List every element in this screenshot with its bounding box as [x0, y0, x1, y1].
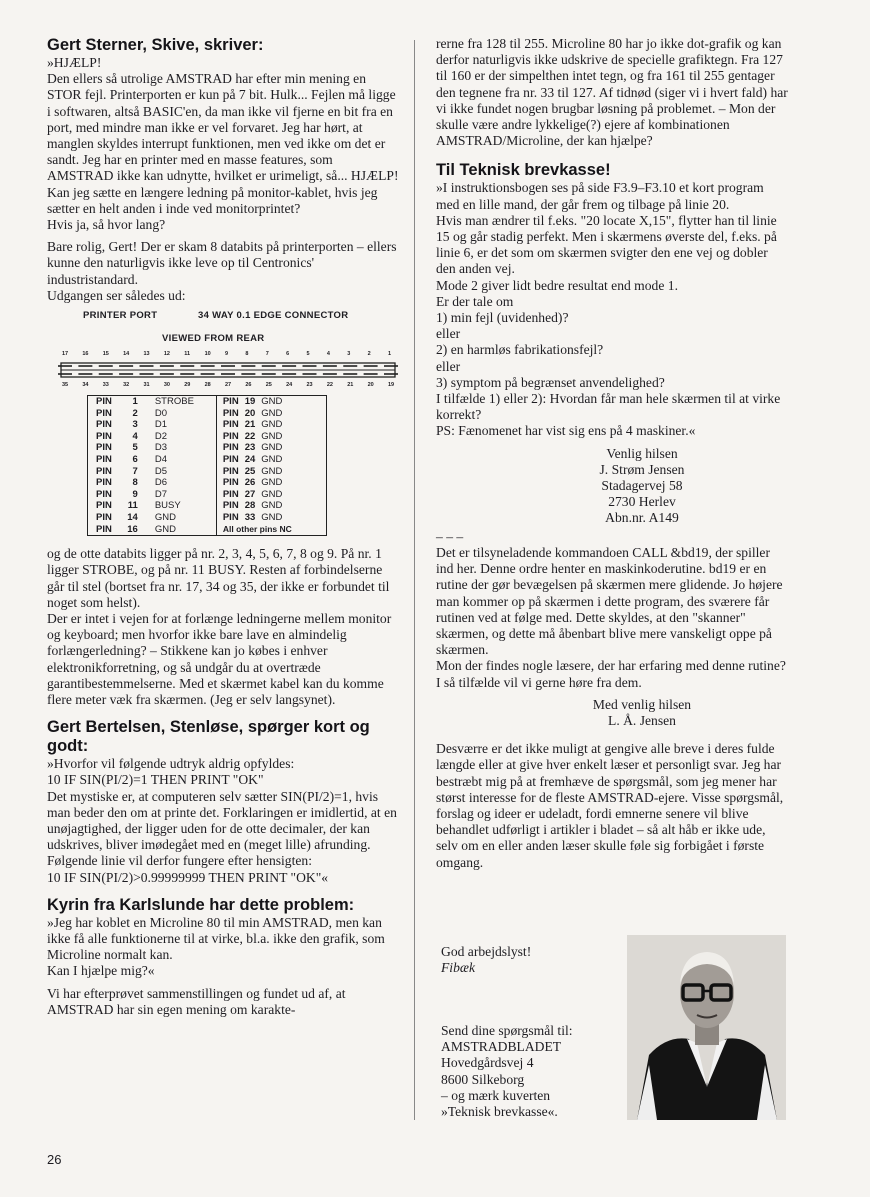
pin-number-bottom: 22	[326, 382, 333, 389]
pin-number-bottom: 29	[184, 382, 191, 389]
pin-number-bottom: 19	[388, 382, 395, 389]
pin-table-cell: 14	[127, 511, 138, 523]
pin-number-bottom: 33	[102, 382, 109, 389]
pin-table-cell: PIN	[216, 454, 241, 466]
editor-note: Desværre er det ikke muligt at gengive alle breve i deres fulde længde eller at give hver enkelt læser et personligt svar. Jeg har bestræbt mig på at fremhæve de spørgsmål, som jeg mener har størst interesse for de fleste AMSTRAD-ejere. Visse spørgsmål, forslag og ideer er udeladt, fordi emnerne senere vil blive behandlet udførligt i artikler i bladet – så alt håb er ikke ude, selv om en eller anden læser skulle føle sig forbigået i første omgang.	[436, 741, 784, 870]
pin-table-cell: 33	[244, 511, 256, 523]
pin-table-cell: 21	[244, 419, 256, 431]
pin-table-row	[88, 396, 327, 408]
pin-table-cell: 6	[132, 454, 138, 466]
pin-table-cell: PIN	[216, 500, 241, 512]
letter-paragraph: PS: Fænomenet har vist sig ens på 4 maskiner.«	[436, 423, 696, 439]
pin-table-row	[88, 512, 327, 524]
heading-teknisk-brevkasse: Til Teknisk brevkasse!	[436, 161, 611, 180]
signature-block-1	[496, 446, 788, 527]
pin-table-row	[88, 408, 327, 420]
heading-gert-sterner: Gert Sterner, Skive, skriver:	[47, 36, 264, 54]
pin-number-top: 8	[245, 351, 249, 358]
pin-table-cell: PIN	[96, 523, 112, 535]
column-divider	[414, 40, 415, 1120]
pin-table-cell: PIN	[96, 407, 112, 419]
signature-block-2	[496, 697, 788, 729]
letter-line: 1) min fejl (uvidenhed)?	[436, 310, 569, 326]
pin-number-top: 14	[123, 351, 130, 358]
pin-number-top: 4	[326, 351, 330, 358]
pin-table-cell: 26	[244, 477, 256, 489]
pin-number-bottom: 23	[306, 382, 313, 389]
pin-number-top: 6	[286, 351, 290, 358]
pin-table-cell: 5	[132, 442, 138, 454]
pin-table-cell: 3	[132, 419, 138, 431]
answer-paragraph: Bare rolig, Gert! Der er skam 8 databits på printerporten – ellers kunne den naturligvis ikke leve op til Centronics' industristandard.	[47, 239, 397, 287]
pin-table-cell: PIN	[216, 512, 241, 524]
letter-line: 2) en harmløs fabrikationsfejl?	[436, 342, 604, 358]
pin-table-cell: D5	[154, 465, 167, 477]
letter-help: »HJÆLP!	[47, 55, 102, 70]
pin-table-cell: GND	[261, 419, 283, 431]
pin-number-top: 5	[306, 351, 310, 358]
pin-table-cell: PIN	[96, 500, 112, 512]
pin-table-cell: 8	[132, 477, 138, 489]
pin-number-bottom: 24	[286, 382, 293, 389]
heading-kyrin: Kyrin fra Karlslunde har dette problem:	[47, 895, 355, 914]
question-paragraph: Kan I hjælpe mig?«	[47, 963, 155, 979]
letter-paragraph: Den ellers så utrolige AMSTRAD har efter min mening en STOR fejl. Printerporten er kun på 7 bit. Hulk... Fejlen må ligge i softwaren, altså BASIC'en, da man ikke vil fjerne en bit fra en port, med mindre man ikke er vel forvaret. Jeg har hørt, at manglen skyldes interrupt funktionen, men ved ikke om det er sandt. Jeg har en printer med en masse features, som AMSTRAD ikke kan udnytte, hvilket er urimeligt, så... HJÆLP!	[47, 71, 399, 184]
signature-line: Abn.nr. A149	[605, 510, 679, 526]
pin-table-cell: PIN	[96, 396, 112, 408]
pin-table-cell: PIN	[96, 511, 112, 523]
pin-table-cell: 22	[244, 430, 256, 442]
heading-gert-bertelsen: Gert Bertelsen, Stenløse, spørger kort og godt:	[47, 718, 370, 756]
pin-number-top: 1	[388, 351, 392, 358]
pin-table-cell: PIN	[216, 396, 241, 408]
left-column	[47, 36, 399, 1018]
pin-table-cell: D0	[154, 407, 167, 419]
pin-number-bottom: 25	[265, 382, 272, 389]
pin-table-cell: 1	[132, 396, 138, 408]
pin-table-cell: GND	[261, 407, 283, 419]
pin-table-cell: PIN	[216, 466, 241, 478]
pin-table-cell: D6	[154, 477, 167, 489]
bottom-pin-numbers	[47, 382, 399, 391]
pin-number-top: 9	[225, 351, 229, 358]
pin-table-cell: GND	[261, 454, 283, 466]
pin-table-cell: D4	[154, 454, 167, 466]
pin-number-bottom: 31	[143, 382, 150, 389]
pin-table-cell: PIN	[216, 442, 241, 454]
signature-line: Stadagervej 58	[601, 478, 683, 494]
address-line: AMSTRADBLADET	[441, 1039, 562, 1055]
pin-table-cell: D3	[154, 442, 167, 454]
letter-line: Er der tale om	[436, 293, 514, 309]
pin-number-bottom: 35	[62, 382, 69, 389]
pin-table-cell: GND	[154, 523, 176, 535]
pin-number-top: 3	[347, 351, 351, 358]
pin-table-cell: PIN	[216, 489, 241, 501]
letter-paragraph: Kan jeg sætte en længere ledning på monitor-kablet, hvis jeg sætter en helt anden i inde ved monitorprintet?	[47, 184, 378, 216]
pin-table-cell: PIN	[96, 454, 112, 466]
address-line: »Teknisk brevkasse«.	[441, 1104, 558, 1120]
letter-paragraph: Mode 2 giver lidt bedre resultat end mode 1.	[436, 277, 678, 293]
signature-line: L. Å. Jensen	[608, 712, 676, 728]
pin-table-cell: GND	[261, 477, 283, 489]
figure-subtitle: VIEWED FROM REAR	[162, 333, 265, 345]
pin-number-top: 12	[163, 351, 170, 358]
signature-line: J. Strøm Jensen	[599, 461, 685, 477]
pin-table-cell: GND	[261, 500, 283, 512]
separator-dashes: – – –	[436, 528, 464, 544]
pin-number-bottom: 27	[225, 382, 232, 389]
figure-title-left: PRINTER PORT	[83, 310, 158, 322]
pin-number-bottom: 30	[163, 382, 170, 389]
author-photo	[627, 935, 786, 1120]
pin-table-cell: GND	[261, 511, 283, 523]
pin-number-bottom: 21	[347, 382, 354, 389]
page-number: 26	[47, 1152, 62, 1167]
pin-table-cell: 27	[244, 488, 256, 500]
pin-table-cell: PIN	[96, 488, 112, 500]
address-line: – og mærk kuverten	[441, 1087, 551, 1103]
pin-number-bottom: 26	[245, 382, 252, 389]
pin-table-cell: PIN	[96, 442, 112, 454]
signature-line: 2730 Herlev	[608, 494, 676, 510]
send-address-block	[441, 1023, 621, 1120]
pin-table-cell: 19	[244, 396, 256, 408]
pin-table-cell: 16	[127, 523, 138, 535]
pin-table-row	[88, 466, 327, 478]
pin-number-bottom: 20	[367, 382, 374, 389]
pin-table-row	[88, 489, 327, 501]
pin-table-row	[88, 419, 327, 431]
pin-table-cell: PIN	[216, 419, 241, 431]
answer-paragraph: Det mystiske er, at computeren selv sætter SIN(PI/2)=1, hvis man beder den om at printe det. Forklaringen er imidlertid, at en unøjagtighed, der ligger uden for de otte decimaler, der kan udskrives, bliver imødegået med en (meget lille) afrunding. Følgende linie vil derfor fungere efter hensigten:	[47, 788, 397, 869]
pin-table-row	[88, 431, 327, 443]
pin-number-top: 10	[204, 351, 211, 358]
pin-table-cell: 4	[132, 430, 138, 442]
pin-table-cell: D7	[154, 488, 167, 500]
right-column	[436, 36, 788, 871]
pin-number-bottom: 34	[82, 382, 89, 389]
pin-table-row	[88, 524, 327, 536]
pin-table-cell: D2	[154, 430, 167, 442]
letter-line: eller	[436, 358, 461, 374]
pin-table-cell: GND	[261, 396, 283, 408]
closing-name: Fibæk	[441, 960, 475, 976]
pin-table-cell: GND	[261, 488, 283, 500]
edge-connector-drawing	[47, 360, 399, 382]
question-paragraph: »Hvorfor vil følgende udtryk aldrig opfyldes:	[47, 756, 295, 772]
pin-table	[87, 395, 327, 536]
signature-line: Venlig hilsen	[606, 445, 678, 461]
pin-table-cell: 28	[244, 500, 256, 512]
pin-number-top: 2	[367, 351, 371, 358]
letter-line: 3) symptom på begrænset anvendelighed?	[436, 374, 665, 390]
pin-table-cell: PIN	[96, 430, 112, 442]
top-pin-numbers	[47, 351, 399, 360]
pin-table-cell: STROBE	[154, 396, 194, 408]
pin-table-cell: 20	[244, 407, 256, 419]
letter-paragraph: Hvis man ændrer til f.eks. "20 locate X,15", flytter han til linie 15 og går stadig perfekt. Men i skærmens øverste del, f.eks. på linie 6, er det som om skærmen svigter den ene vej og dobler den anden vej.	[436, 212, 777, 277]
pin-table-row	[88, 477, 327, 489]
pin-table-row	[88, 454, 327, 466]
pin-table-row	[88, 500, 327, 512]
pin-table-cell: PIN	[216, 431, 241, 443]
connector-figure	[47, 310, 399, 536]
pin-table-row	[88, 442, 327, 454]
answer-paragraph: Mon der findes nogle læsere, der har erfaring med denne rutine?	[436, 658, 786, 674]
pin-table-cell: 9	[132, 488, 138, 500]
answer-paragraph: Udgangen ser således ud:	[47, 287, 186, 303]
answer-paragraph: og de otte databits ligger på nr. 2, 3, 4, 5, 6, 7, 8 og 9. På nr. 1 ligger STROBE, og på nr. 11 BUSY. Resten af forbindelserne går til stel (bortset fra nr. 17, 34 og 35, der ikke er forbundet til noget som helst).	[47, 546, 390, 610]
letter-paragraph: I tilfælde 1) eller 2): Hvordan får man hele skærmen til at virke korrekt?	[436, 391, 781, 423]
answer-paragraph: Det er tilsyneladende kommandoen CALL &bd19, der spiller ind her. Denne ordre henter en maskinkoderutine. bd19 er en rutine der gør bevægelsen på skærmen mere glidende. Jo højere man kommer op på skærmen i dette program, des sværere får rutinen ved at følge med. Dette skyldes, at den "skanner" skærmen, og dette må åbenbart blive mere vanskeligt oppe på skærmen.	[436, 544, 783, 658]
answer-continued: rerne fra 128 til 255. Microline 80 har jo ikke dot-grafik og kan derfor naturligvis ikke udskrive de specielle grafiktegn. Fra 127 til 160 er der simpelthen intet tegn, og fra 161 til 255 gentager den tegnene fra nr. 33 til 127. Af tidnød (siger vi i hvert fald) har vi ikke fundet nogen brugbar løsning på problemet. – Mon der skulle være andre lykkelige(?) ejere af kombinationen AMSTRAD/Microline, der kan hjælpe?	[436, 36, 788, 149]
closing-line: God arbejdslyst!	[441, 944, 532, 959]
pin-table-cell: 2	[132, 407, 138, 419]
pin-table-cell: D1	[154, 419, 167, 431]
pin-table-cell: GND	[261, 430, 283, 442]
pin-table-cell: PIN	[96, 419, 112, 431]
pin-table-cell: 23	[244, 442, 256, 454]
pin-number-top: 17	[62, 351, 69, 358]
pin-number-bottom: 32	[123, 382, 130, 389]
pin-table-cell: PIN	[216, 477, 241, 489]
letter-line: eller	[436, 326, 461, 342]
pin-number-top: 7	[265, 351, 269, 358]
pin-table-cell: GND	[261, 465, 283, 477]
answer-paragraph: I så tilfælde vil vi gerne høre fra dem.	[436, 674, 642, 690]
answer-paragraph: Der er intet i vejen for at forlænge ledningerne mellem monitor og keyboard; men hvorfor ikke bare lave en almindelig forlængerledning? – Stikkene kan jo købes i enhver elektronikforretning, og så undgår du at overtræde garantibestemmelserne. Med et skærmet kabel kan du komme flere meter væk fra skærmen. (Jeg er selv langsynet).	[47, 610, 392, 707]
pin-number-top: 15	[102, 351, 109, 358]
pin-number-bottom: 28	[204, 382, 211, 389]
pin-number-top: 13	[143, 351, 150, 358]
pin-table-cell: 11	[127, 500, 138, 512]
pin-table-cell: GND	[261, 442, 283, 454]
answer-paragraph: Vi har efterprøvet sammenstillingen og fundet ud af, at AMSTRAD har sin egen mening om karakte-	[47, 985, 346, 1017]
question-paragraph: »Jeg har koblet en Microline 80 til min AMSTRAD, men kan ikke få alle funktionerne til at virke, bl.a. ikke den grafik, som Microline normalt kan.	[47, 914, 385, 963]
pin-table-cell: PIN	[216, 408, 241, 420]
address-line: 8600 Silkeborg	[441, 1071, 525, 1087]
pin-number-top: 11	[184, 351, 191, 358]
address-line: Hovedgårdsvej 4	[441, 1055, 534, 1071]
pin-table-cell: GND	[154, 511, 176, 523]
letter-paragraph: »I instruktionsbogen ses på side F3.9–F3.10 et kort program med en lille mand, der går frem og tilbage på linie 20.	[436, 180, 764, 212]
pin-table-cell: 25	[244, 465, 256, 477]
pin-table-cell: PIN	[96, 465, 112, 477]
closing-block	[441, 944, 621, 976]
pin-table-cell: PIN	[96, 477, 112, 489]
pin-table-cell: 7	[132, 465, 138, 477]
signature-line: Med venlig hilsen	[592, 696, 692, 712]
pin-table-cell: 24	[244, 454, 256, 466]
pin-table-cell: BUSY	[154, 500, 181, 512]
code-line: 10 IF SIN(PI/2)=1 THEN PRINT "OK"	[47, 772, 264, 788]
letter-paragraph: Hvis ja, så hvor lang?	[47, 217, 166, 233]
address-line: Send dine spørgsmål til:	[441, 1023, 573, 1038]
code-line: 10 IF SIN(PI/2)>0.99999999 THEN PRINT "OK"«	[47, 869, 329, 885]
figure-title-right: 34 WAY 0.1 EDGE CONNECTOR	[198, 310, 349, 322]
pin-number-top: 16	[82, 351, 89, 358]
pin-table-cell: All other pins NC	[216, 524, 326, 536]
